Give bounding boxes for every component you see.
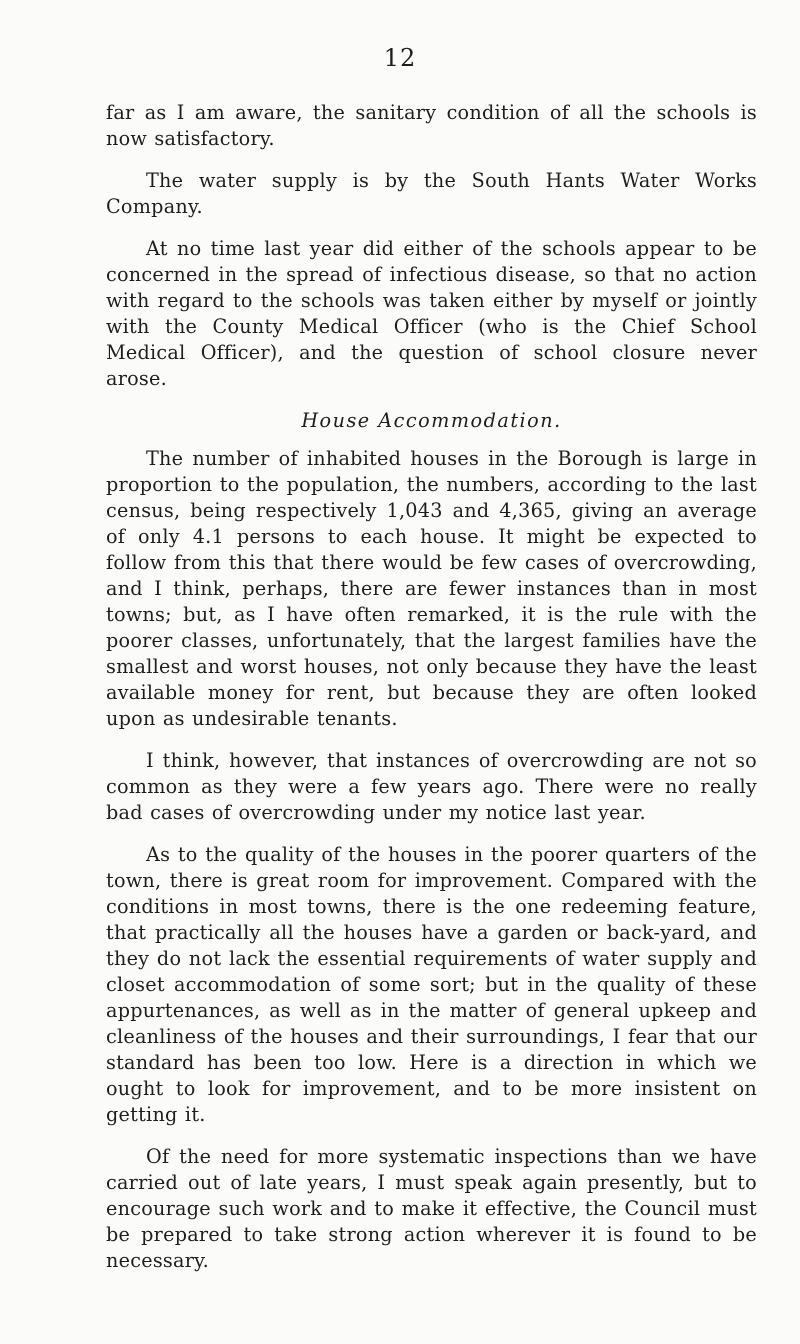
paragraph-continued: far as I am aware, the sanitary condition of all the schools is now satisfactory. xyxy=(106,101,757,150)
document-body xyxy=(106,100,757,1290)
paragraph-inhabited-houses: The number of inhabited houses in the Borough is large in proportion to the population, the numbers, according to the last census, being respectively 1,043 and 4,365, giving an average of only 4.1 persons to each house. It might be expected to follow from this that there would be few cases of overcrowding, and I think, perhaps, there are fewer instances than in most towns; but, as I have often remarked, it is the rule with the poorer classes, unfortunately, that the largest families have the smallest and worst houses, not only because they have the least available money for rent, but because they are often looked upon as undesirable tenants. xyxy=(106,447,757,730)
paragraph-infectious-disease: At no time last year did either of the schools appear to be concerned in the spread of infectious disease, so that no action with regard to the schools was taken either by myself or jointly with the County Medical Officer (who is the Chief School Medical Officer), and the question of school closure never arose. xyxy=(106,237,757,390)
paragraph-overcrowding: I think, however, that instances of overcrowding are not so common as they were a few years ago. There were no really bad cases of overcrowding under my notice last year. xyxy=(106,749,757,824)
section-heading-house-accommodation: House Accommodation. xyxy=(301,409,562,432)
paragraph-water-supply: The water supply is by the South Hants Water Works Company. xyxy=(106,169,757,218)
paragraph-house-quality: As to the quality of the houses in the poorer quarters of the town, there is great room for improvement. Compared with the conditions in most towns, there is the one redeeming feature, that practically all the houses have a garden or back-yard, and they do not lack the essential requirements of water supply and closet accommodation of some sort; but in the quality of these appurtenances, as well as in the matter of general upkeep and cleanliness of the houses and their surroundings, I fear that our standard has been too low. Here is a direction in which we ought to look for improvement, and to be more insistent on getting it. xyxy=(106,843,757,1126)
page-number: 12 xyxy=(383,44,417,72)
paragraph-inspections: Of the need for more systematic inspections than we have carried out of late years, I must speak again presently, but to encourage such work and to make it effective, the Council must be prepared to take strong action wherever it is found to be necessary. xyxy=(106,1145,757,1272)
